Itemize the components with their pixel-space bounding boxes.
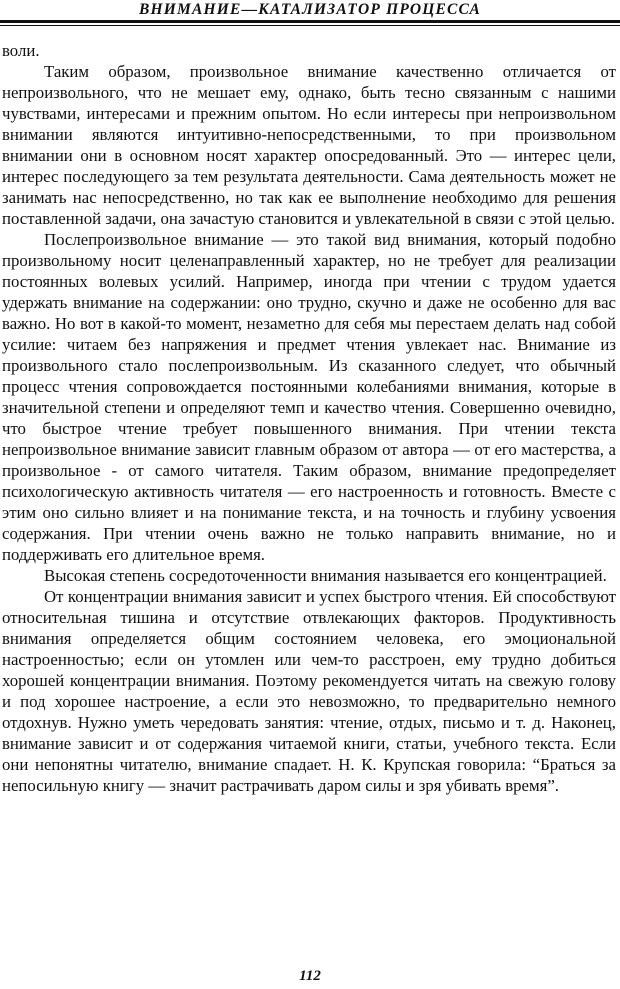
header-rule-thin bbox=[0, 25, 620, 26]
paragraph: Высокая степень сосредоточенности внимания называется его концентрацией. bbox=[44, 566, 607, 585]
page-number: 112 bbox=[299, 968, 321, 984]
paragraph: Таким образом, произвольное внимание качественно отличается от непроизвольного, что не мешает ему, однако, быть тесно связанным с нашими чувствами, интересами и прежним опытом. Но если интересы при непроизвольном внимании являются интуитивно-непосредственными, то при произвольном внимании они в основном носят характер опосредованный. Это — интерес цели, интерес последующего за тем результата деятельности. Сама деятельность может не занимать нас непосредственно, но так как ее выполнение необходимо для решения поставленной задачи, она зачастую становится и увлекательной в связи с этой целью. bbox=[2, 62, 616, 228]
paragraph: От концентрации внимания зависит и успех быстрого чтения. Ей способствуют относительная тишина и отсутствие отвлекающих факторов. Продуктивность внимания определяется общим состоянием человека, его эмоциональной настроенностью; если он утомлен или чем-то расстроен, ему трудно добиться хорошей концентрации внимания. Поэтому рекомендуется читать на свежую голову и под хорошее настроение, а если это невозможно, то предварительно немного отдохнув. Нужно уметь чередовать занятия: чтение, отдых, письмо и т. д. Наконец, внимание зависит и от содержания читаемой книги, статьи, учебного текста. Если они непонятны читателю, внимание спадает. Н. К. Крупская говорила: “Браться за непосильную книгу — значит растрачивать даром силы и зря убивать время”. bbox=[2, 587, 616, 795]
page-body bbox=[2, 40, 616, 796]
header-rule-thick bbox=[0, 20, 620, 23]
running-header: ВНИМАНИЕ—КАТАЛИЗАТОР ПРОЦЕССА bbox=[138, 1, 482, 18]
paragraph: Послепроизвольное внимание — это такой вид внимания, который подобно произвольному носит целенаправленный характер, но не требует для реализации постоянных волевых усилий. Например, иногда при чтении с трудом удается удержать внимание на содержании: оно трудно, скучно и даже не особенно для вас важно. Но вот в какой-то момент, незаметно для себя мы перестаем делать над собой усилие: читаем без напряжения и предмет чтения увлекает нас. Внимание из произвольного стало послепроизвольным. Из сказанного следует, что обычный процесс чтения сопровождается постоянными колебаниями внимания, которые в значительной степени и определяют темп и качество чтения. Совершенно очевидно, что быстрое чтение требует повышенного внимания. При чтении текста непроизвольное внимание зависит главным образом от автора — от его мастерства, а произвольное - от самого читателя. Таким образом, внимание предопределяет психологическую активность читателя — его настроенность и готовность. Вместе с этим оно сильно влияет и на понимание текста, и на точность и глубину усвоения содержания. При чтении очень важно не только направить внимание, но и поддерживать его длительное время. bbox=[2, 230, 616, 564]
paragraph-continued: воли. bbox=[2, 41, 40, 60]
